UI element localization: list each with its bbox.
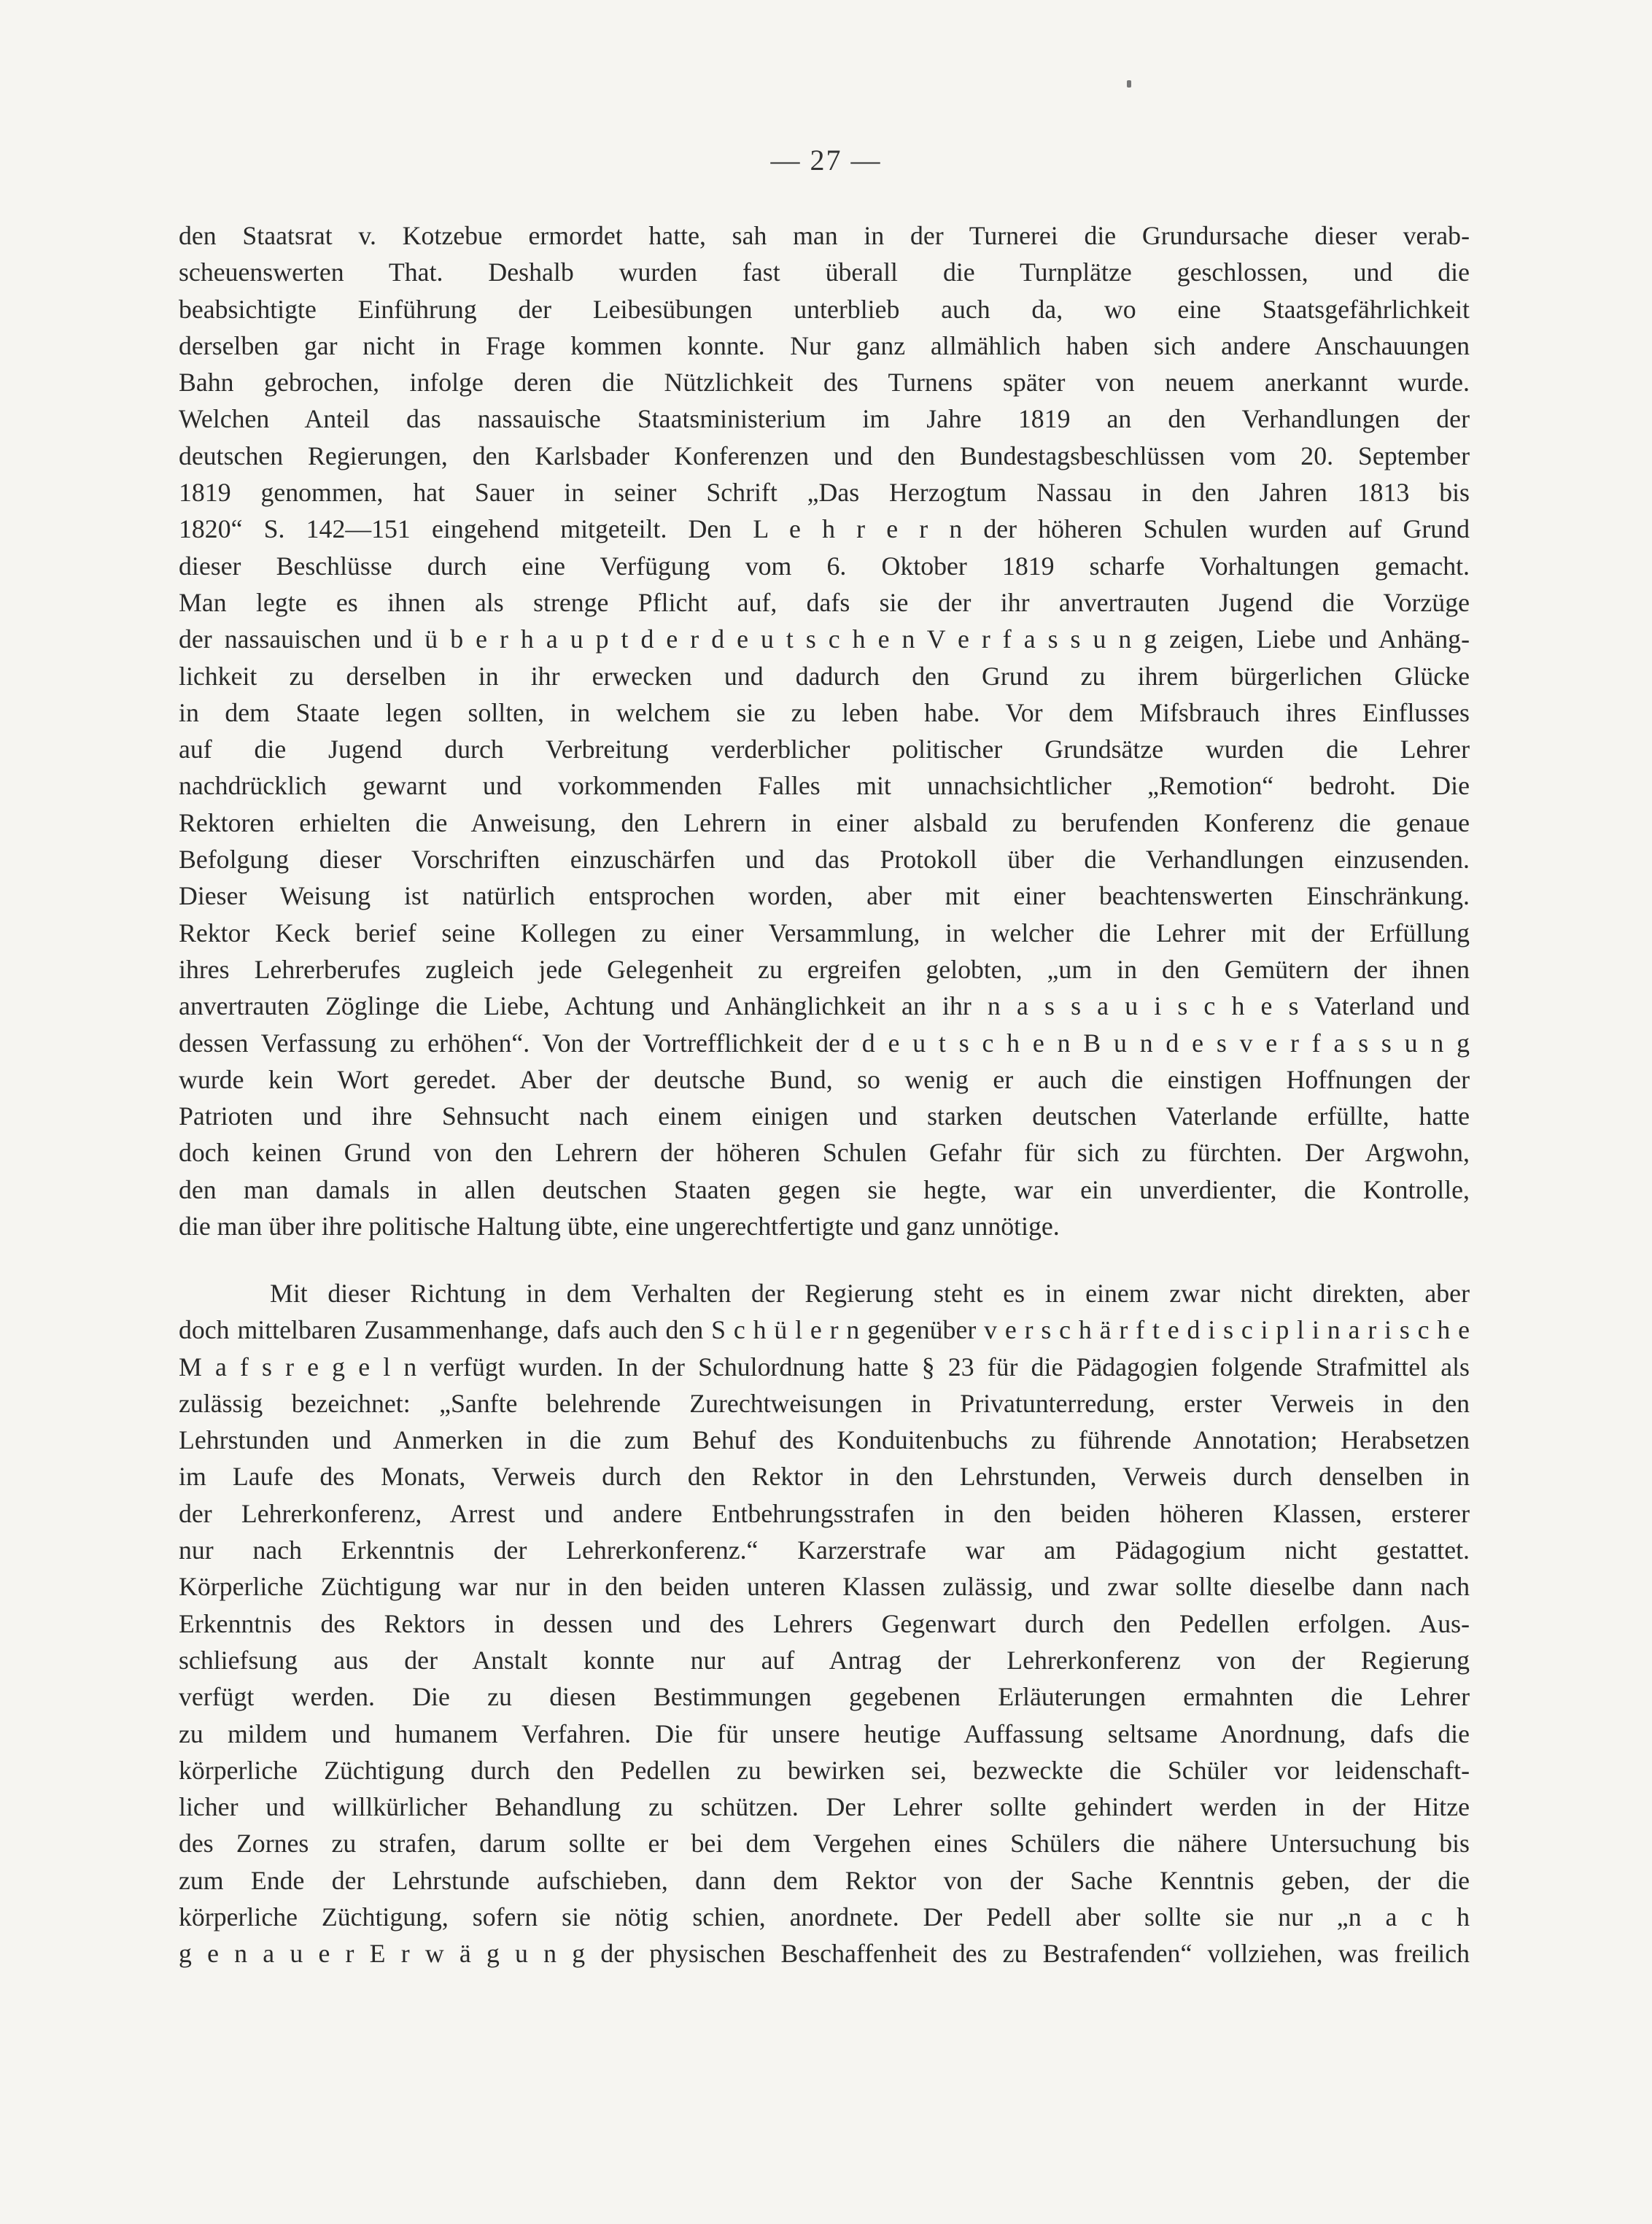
text-line: doch keinen Grund von den Lehrern der höheren Schulen Gefahr für sich zu fürchten. Der Argwohn, — [179, 1138, 1470, 1168]
text-line: der nassauischen und ü b e r h a u p t d e r d e u t s c h e n V e r f a s s u n g zeigen, Liebe und Anhäng- — [179, 624, 1470, 654]
text-line: scheuenswerten That. Deshalb wurden fast überall die Turnplätze geschlossen, und die — [179, 257, 1470, 287]
text-line: Befolgung dieser Vorschriften einzuschärfen und das Protokoll über die Verhandlungen einzusenden. — [179, 845, 1470, 875]
text-line: schliefsung aus der Anstalt konnte nur auf Antrag der Lehrerkonferenz von der Regierung — [179, 1645, 1470, 1675]
text-line: körperliche Züchtigung durch den Pedellen zu bewirken sei, bezweckte die Schüler vor leidenschaft- — [179, 1755, 1470, 1785]
text-line: Bahn gebrochen, infolge deren die Nützlichkeit des Turnens später von neuem anerkannt wurde. — [179, 368, 1470, 398]
text-line: Körperliche Züchtigung war nur in den beiden unteren Klassen zulässig, und zwar sollte dieselbe dann nach — [179, 1572, 1470, 1602]
text-line: dieser Beschlüsse durch eine Verfügung vom 6. Oktober 1819 scharfe Vorhaltungen gemacht. — [179, 551, 1470, 581]
text-line: auf die Jugend durch Verbreitung verderblicher politischer Grundsätze wurden die Lehrer — [179, 735, 1470, 764]
text-line: verfügt werden. Die zu diesen Bestimmungen gegebenen Erläuterungen ermahnten die Lehrer — [179, 1682, 1470, 1712]
text-line: die man über ihre politische Haltung übte, eine ungerechtfertigte und ganz unnötige. — [179, 1212, 1060, 1241]
text-line: Dieser Weisung ist natürlich entsprochen worden, aber mit einer beachtenswerten Einschränkung. — [179, 881, 1470, 911]
text-line: lichkeit zu derselben in ihr erwecken und dadurch den Grund zu ihrem bürgerlichen Glücke — [179, 661, 1470, 691]
text-line: im Laufe des Monats, Verweis durch den Rektor in den Lehrstunden, Verweis durch denselben in — [179, 1462, 1470, 1492]
text-line: Man legte es ihnen als strenge Pflicht auf, dafs sie der ihr anvertrauten Jugend die Vorzüge — [179, 587, 1470, 617]
text-line: Mit dieser Richtung in dem Verhalten der Regierung steht es in einem zwar nicht direkten, aber — [270, 1279, 1470, 1308]
text-line: 1819 genommen, hat Sauer in seiner Schrift „Das Herzogtum Nassau in den Jahren 1813 bis — [179, 478, 1470, 508]
text-line: Rektoren erhielten die Anweisung, den Lehrern in einer alsbald zu berufenden Konferenz die genaue — [179, 807, 1470, 837]
text-line: in dem Staate legen sollten, in welchem sie zu leben habe. Vor dem Mifsbrauch ihres Einflusses — [179, 697, 1470, 727]
text-line: des Zornes zu strafen, darum sollte er bei dem Vergehen eines Schülers die nähere Untersuchung bis — [179, 1829, 1470, 1859]
text-line: zulässig bezeichnet: „Sanfte belehrende Zurechtweisungen in Privatunterredung, erster Verweis in den — [179, 1388, 1470, 1418]
text-line: wurde kein Wort geredet. Aber der deutsche Bund, so wenig er auch die einstigen Hoffnungen der — [179, 1064, 1470, 1094]
text-line: den man damals in allen deutschen Staaten gegen sie hegte, war ein unverdienter, die Kontrolle, — [179, 1174, 1470, 1204]
text-line: Lehrstunden und Anmerken in die zum Behuf des Konduitenbuchs zu führende Annotation; Herabsetzen — [179, 1425, 1470, 1455]
text-line: nachdrücklich gewarnt und vorkommenden Falles mit unnachsichtlicher „Remotion“ bedroht. Die — [179, 771, 1470, 801]
text-line: doch mittelbaren Zusammenhange, dafs auch den S c h ü l e r n gegenüber v e r s c h ä r f t e d i s c i p l i n a r i s c h e — [179, 1315, 1470, 1345]
text-line: Patrioten und ihre Sehnsucht nach einem einigen und starken deutschen Vaterlande erfüllte, hatte — [179, 1101, 1470, 1131]
scan-speck — [1127, 80, 1131, 88]
text-line: licher und willkürlicher Behandlung zu schützen. Der Lehrer sollte gehindert werden in der Hitze — [179, 1792, 1470, 1822]
text-line: zum Ende der Lehrstunde aufschieben, dann dem Rektor von der Sache Kenntnis geben, der die — [179, 1865, 1470, 1895]
text-line: anvertrauten Zöglinge die Liebe, Achtung und Anhänglichkeit an ihr n a s s a u i s c h e s Vaterland und — [179, 991, 1470, 1021]
text-line: g e n a u e r E r w ä g u n g der physischen Beschaffenheit des zu Bestrafenden“ vollziehen, was freilich — [179, 1939, 1470, 1969]
page-number: — 27 — — [770, 144, 882, 177]
text-line: beabsichtigte Einführung der Leibesübungen unterblieb auch da, wo eine Staatsgefährlichkeit — [179, 294, 1470, 324]
text-line: Erkenntnis des Rektors in dessen und des Lehrers Gegenwart durch den Pedellen erfolgen. Aus- — [179, 1608, 1470, 1638]
text-line: körperliche Züchtigung, sofern sie nötig schien, anordnete. Der Pedell aber sollte sie nur „n a c h — [179, 1902, 1470, 1932]
text-line: 1820“ S. 142—151 eingehend mitgeteilt. Den L e h r e r n der höheren Schulen wurden auf Grund — [179, 514, 1470, 544]
text-line: zu mildem und humanem Verfahren. Die für unsere heutige Auffassung seltsame Anordnung, dafs die — [179, 1719, 1470, 1748]
text-line: M a f s r e g e l n verfügt wurden. In der Schulordnung hatte § 23 für die Pädagogien folgende Strafmittel als — [179, 1352, 1470, 1382]
text-line: Welchen Anteil das nassauische Staatsministerium im Jahre 1819 an den Verhandlungen der — [179, 404, 1470, 434]
text-line: dessen Verfassung zu erhöhen“. Von der Vortrefflichkeit der d e u t s c h e n B u n d e s v e r f a s s u n g — [179, 1028, 1470, 1058]
text-line: der Lehrerkonferenz, Arrest und andere Entbehrungsstrafen in den beiden höheren Klassen, ersterer — [179, 1498, 1470, 1528]
text-line: deutschen Regierungen, den Karlsbader Konferenzen und den Bundestagsbeschlüssen vom 20. September — [179, 441, 1470, 470]
text-line: Rektor Keck berief seine Kollegen zu einer Versammlung, in welcher die Lehrer mit der Erfüllung — [179, 918, 1470, 948]
text-line: den Staatsrat v. Kotzebue ermordet hatte, sah man in der Turnerei die Grundursache dieser verab- — [179, 221, 1470, 250]
text-line: nur nach Erkenntnis der Lehrerkonferenz.“ Karzerstrafe war am Pädagogium nicht gestattet. — [179, 1535, 1470, 1565]
text-line: derselben gar nicht in Frage kommen konnte. Nur ganz allmählich haben sich andere Anschauungen — [179, 330, 1470, 360]
text-line: ihres Lehrerberufes zugleich jede Gelegenheit zu ergreifen gelobten, „um in den Gemütern der ihnen — [179, 954, 1470, 984]
paragraph-1 — [179, 217, 1470, 1244]
paragraph-2 — [179, 1275, 1470, 1972]
